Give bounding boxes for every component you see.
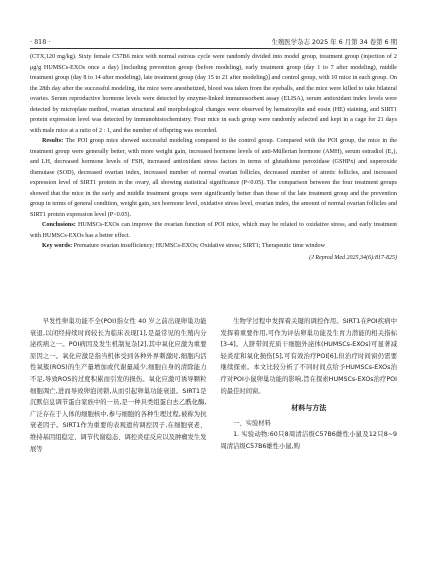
conclusions-label: Conclusions: [42,222,76,228]
keywords-paragraph [30,241,397,252]
citation: (J Reprod Med 2025,34(6):817-825) [309,254,397,261]
running-header [30,36,397,46]
left-column [30,316,207,576]
keywords-text: Premature ovarian insufficiency; HUMSCs-EXOs; Oxidative stress; SIRT1; Therapeutic time window [72,243,326,249]
section-title: 材料与方法 [291,404,327,413]
intro-paragraph-left: 早发性卵巢功能不全(POI)指女性 40 岁之前出现卵巢功能衰退,以闭经持续时间较长为临床表现[1],是最常见的生殖内分泌疾病之一。POI病因及发生机制复杂[2],其中氧化应激为重要原因之一。氧化应激是指当机体受到各种外界刺激时,细胞内活性氧簇(ROS)的生产量增加或代谢量减少,细胞自身的清除能力不足,导致ROS的过度积累而引发的损伤。氧化应激可诱导颗粒细胞凋亡,进而导致卵泡闭锁,从而引起卵巢功能衰退。SIRT1是沉默信息调节蛋白家族中的一员,是一种具类组蛋白去乙酰化酶,广泛存在于人体的细胞核中,参与细胞的各种生理过程,被称为抗衰老因子。SIRT1作为重要的表观遗传调控因子,在细胞衰老、维持基因组稳定、调节代谢稳态、调控炎症反应以及肿瘤发生发展等 [30,318,207,453]
methods-continued [30,52,397,136]
subsection-title: 一、实验材料 [233,419,271,427]
header-rule [30,48,397,49]
conclusions-text: HUMSCs-EXOs can improve the ovarian function of POI mice, which may be related to oxidative stress, and early treatment with HUMSCs-EXOs has a better effect. [30,222,397,239]
english-abstract [30,52,397,263]
right-column [221,316,398,576]
intro-paragraph-right: 生物学过程中发挥着关键的调控作用。SIRT1在POI疾病中发挥着重要作用,可作为评估卵巢功能及生育力潜能的相关指标[3-4]。人脐带间充质干细胞外泌体(HUMSCs-EXOs)可显著减轻炎症和氧化损伤[5],可有效治疗POI[6],但治疗时间窗仍需要继续探索。本文比较分析了不同时间点给予HUMSCs-EXOs治疗对POI小鼠卵巢功能的影响,旨在探索HUMSCs-EXOs治疗POI的最佳时间窗。 [220,318,397,395]
keywords-label: Key words: [42,243,73,249]
results-text: The POI group mice showed successful modeling compared to the control group. Compared with the POI group, the mice in the treatment group were generally better, with more weight gain, increased hormone levels of anti-Müllerian hormone (AMH), serum estradiol (E₂), and LH, decreased hormone levels of FSH, increased antioxidant stress factors in terms of glutathione peroxidase (GSHPx) and superoxide dismutase (SOD), decreased ovarian index, increased number of normal ovarian follicles, decreased number of atretic follicles, and increased expression level of SIRT1 protein in the ovary, all showing statistical significance (P<0.05). The comparison between the four treatment groups showed that the mice in the early and middle treatment groups were significantly better than those of the late treatment group and the prevention group in terms of general condition, weight gain, sex hormone level, oxidative stress level, ovarian index, the amount of normal ovarian follicles and SIRT1 protein expression level (P<0.05). [30,138,397,218]
journal-info: 生殖医学杂志 2025 年 6 月第 34 卷第 6 期 [271,38,397,46]
conclusions-paragraph [30,220,397,241]
materials-paragraph: 1. 实验动物:60只8周清洁级C57B6雌性小鼠及12只8~9周清洁级C57B6雄性小鼠,购 [220,431,397,450]
results-label: Results: [42,138,64,144]
results-paragraph [30,136,397,220]
methods-text: (CTX,120 mg/kg). Sixty female C57B6 mice with normal estrous cycle were randomly divided into model group, treatment group (injection of 2 μg/g HUMSCs-EXOs once a day) [including prevention group (before modeling), early treatment group (day 1 to 7 after modeling), middle treatment group (day 8 to 14 after modeling), late treatment group (day 15 to 21 after modeling)] and control group, with 10 mice in each group. On the 28th day after the successful modeling, the mice were anesthetized, blood was taken from the eyeballs, and the mice were killed to take bilateral ovaries. Serum reproductive hormone levels were detected by enzyme-linked immunosorbent assay (ELISA), serum antioxidant index levels were detected by microplate method, ovarian structural and morphological changes were observed by hematoxylin and eosin (HE) staining, and SIRT1 protein expression level was detected by immunohistochemistry. Four mice in each group were randomly selected and kept in a cage for 21 days with male mice at a ratio of 2 : 1, and the number of offspring was recorded. [30,54,397,134]
page-number: · 818 · [30,38,51,46]
body-columns [30,316,397,576]
